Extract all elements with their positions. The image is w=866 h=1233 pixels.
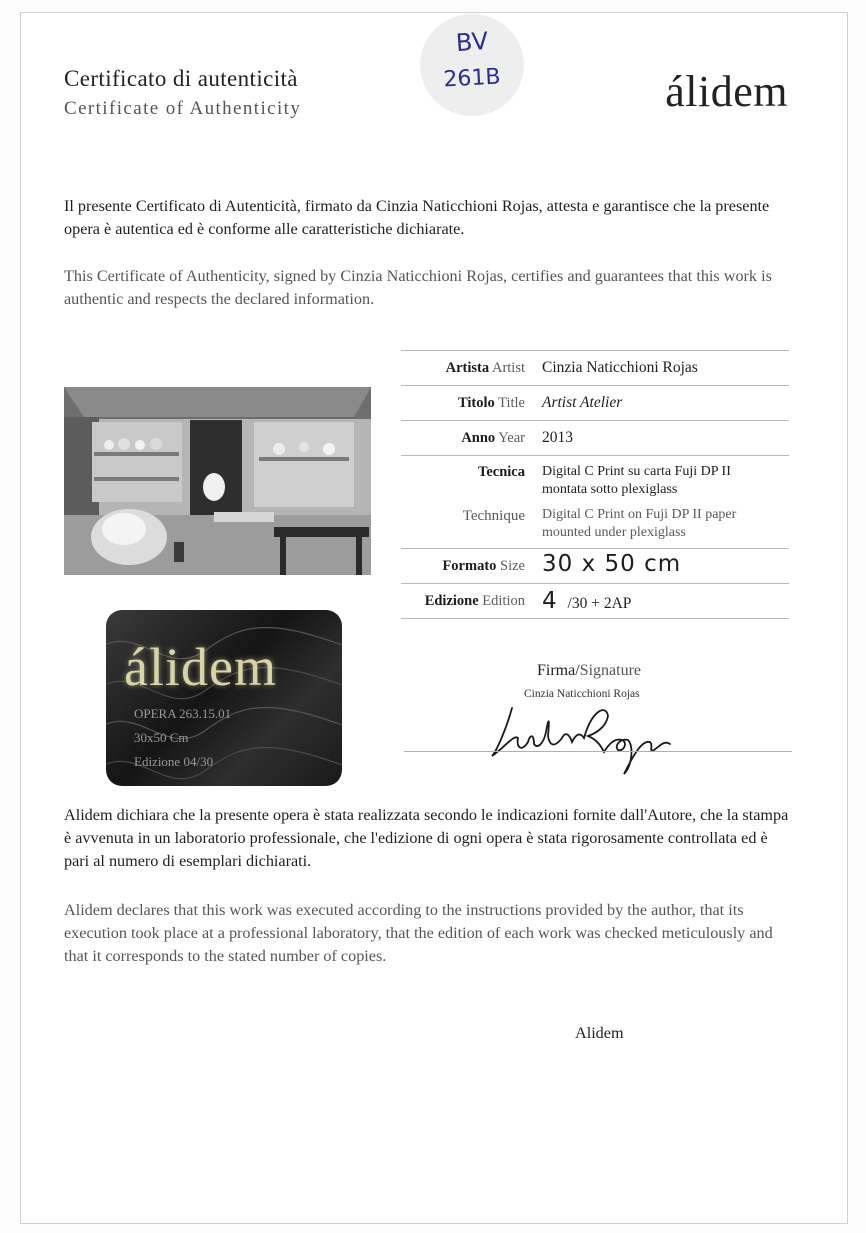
detail-row-technique xyxy=(401,455,789,548)
stamp-line-2: 261B xyxy=(442,64,502,93)
artist-value: Cinzia Naticchioni Rojas xyxy=(542,359,698,376)
detail-row-artist xyxy=(401,350,789,385)
hologram-label xyxy=(106,610,342,786)
technique-label-italian: Tecnica xyxy=(478,464,525,480)
artwork-photo xyxy=(64,387,371,575)
detail-row-title xyxy=(401,385,789,420)
handwritten-signature xyxy=(484,690,714,780)
edition-label: Edizione Edition xyxy=(424,593,525,609)
intro-paragraph-english: This Certificate of Authenticity, signed by Cinzia Naticchioni Rojas, certifies and guarantees that this work is authentic and respects the declared information. xyxy=(64,267,772,308)
hologram-line-3: Edizione 04/30 xyxy=(134,754,214,769)
technique-it-line-2: montata sotto plexiglass xyxy=(542,482,678,497)
technique-label-english: Technique xyxy=(462,508,525,524)
title-value: Artist Atelier xyxy=(542,394,623,411)
detail-row-edition xyxy=(401,583,789,619)
detail-row-size xyxy=(401,548,789,583)
edition-value xyxy=(542,588,788,614)
year-label: Anno Year xyxy=(461,430,525,446)
technique-it-line-1: Digital C Print su carta Fuji DP II xyxy=(542,464,731,479)
signature-line xyxy=(404,751,792,752)
technique-en-line-1: Digital C Print on Fuji DP II paper xyxy=(542,507,737,522)
intro-paragraph-italian: Il presente Certificato di Autenticità, firmato da Cinzia Naticchioni Rojas, attesta e garantisce che la presente opera è autentica ed è conforme alle caratteristiche dichiarate. xyxy=(64,197,770,238)
technique-value-italian xyxy=(542,463,788,499)
size-label: Formato Size xyxy=(442,558,525,574)
title-label: Titolo Title xyxy=(457,395,525,411)
edition-number-handwritten: 4 xyxy=(542,588,558,614)
signatory-name: Cinzia Naticchioni Rojas xyxy=(524,688,640,700)
stamp-line-1: BV xyxy=(454,26,490,58)
declaration-paragraph-italian: Alidem dichiara che la presente opera è stata realizzata secondo le indicazioni fornite dall'Autore, che la stampa è avvenuta in un laboratorio professionale, che l'edizione di ogni opera è stata rigorosamente controllata ed è pari al numero di esemplari dichiarati. xyxy=(64,806,789,870)
edition-total: /30 + 2AP xyxy=(567,595,632,612)
hologram-brand: álidem xyxy=(124,637,277,697)
brand-logo: álidem xyxy=(665,67,788,116)
hologram-line-2: 30x50 Cm xyxy=(134,730,189,745)
size-value-handwritten: 30 x 50 cm xyxy=(542,551,682,577)
detail-row-year xyxy=(401,420,789,455)
signature-label: Firma/Signature xyxy=(537,662,641,679)
atelier-image xyxy=(64,387,371,575)
footer-signoff: Alidem xyxy=(575,1024,624,1042)
certificate-title-english: Certificate of Authenticity xyxy=(64,98,302,119)
year-value: 2013 xyxy=(542,429,573,446)
technique-en-line-2: mounted under plexiglass xyxy=(542,525,686,540)
declaration-paragraph-english: Alidem declares that this work was executed according to the instructions provided by the author, that its execution took place at a professional laboratory, that the edition of each work was checked meticulously and that it corresponds to the stated number of copies. xyxy=(64,901,773,965)
artwork-details-table xyxy=(401,350,789,619)
certificate-title-italian: Certificato di autenticità xyxy=(64,66,298,91)
technique-value-english xyxy=(542,506,788,542)
handwritten-stamp xyxy=(420,14,524,116)
artist-label: Artista Artist xyxy=(445,360,525,376)
hologram-line-1: OPERA 263.15.01 xyxy=(134,706,232,721)
